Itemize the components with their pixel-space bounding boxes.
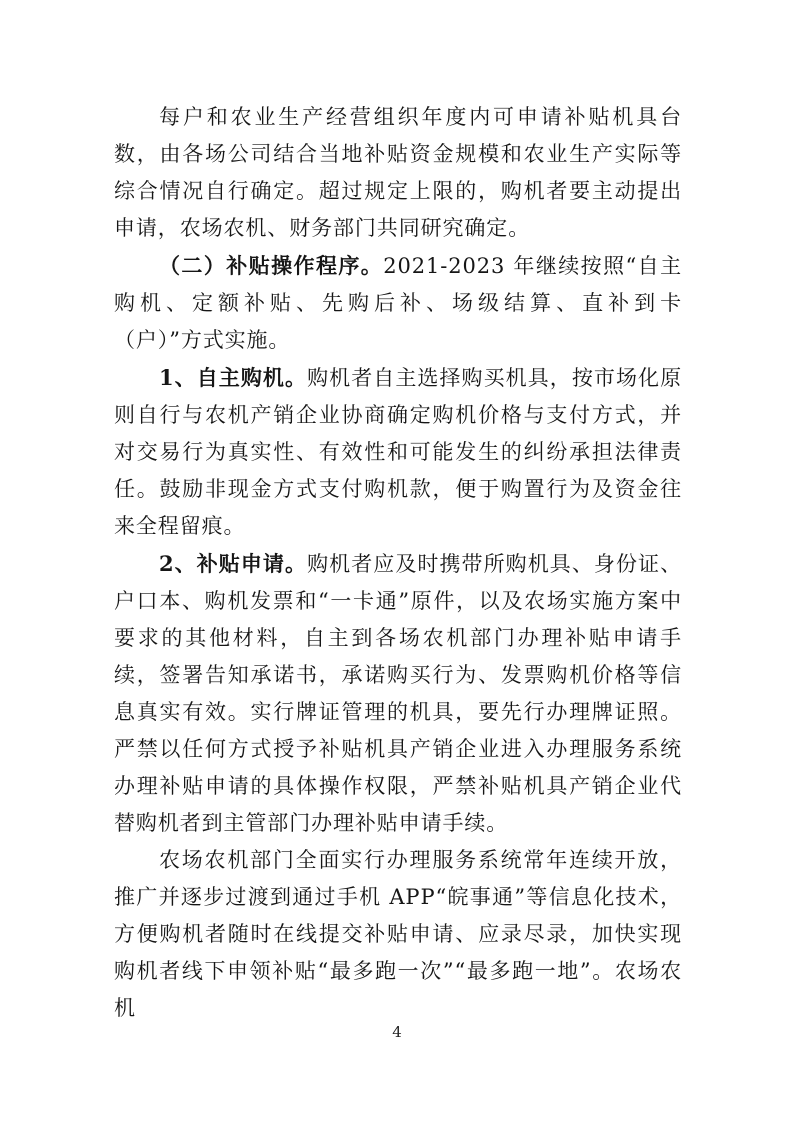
page-number: 4 [392, 1023, 402, 1041]
paragraph-subsidy-quantity [114, 99, 682, 247]
section-heading-run: 1、自主购机。 [159, 365, 308, 390]
text-run: 农场农机部门全面实行办理服务系统常年连续开放，推广并逐步过渡到通过手机 APP“皖事通”等信息化技术，方便购机者随时在线提交补贴申请、应录尽录，加快实现购机者线下申领补贴“最多跑一次”“最多跑一地”。农场农机 [114, 848, 682, 1020]
paragraph-subsidy-application [114, 545, 682, 842]
section-heading-run: 2、补贴申请。 [159, 551, 308, 576]
section-heading-run: （二）补贴操作程序。 [159, 253, 384, 278]
text-run: 购机者自主选择购买机具，按市场化原则自行与农机产销企业协商确定购机价格与支付方式，并对交易行为真实性、有效性和可能发生的纠纷承担法律责任。鼓励非现金方式支付购机款，便于购置行为及资金往来全程留痕。 [114, 366, 682, 538]
document-body [114, 99, 682, 1027]
paragraph-self-purchase [114, 359, 682, 545]
text-run: 购机者应及时携带所购机具、身份证、户口本、购机发票和“一卡通”原件，以及农场实施方案中要求的其他材料，自主到各场农机部门办理补贴申请手续，签署告知承诺书，承诺购买行为、发票购机价格等信息真实有效。实行牌证管理的机具，要先行办理牌证照。严禁以任何方式授予补贴机具产销企业进入办理服务系统办理补贴申请的具体操作权限，严禁补贴机具产销企业代替购机者到主管部门办理补贴申请手续。 [114, 552, 682, 835]
paragraph-service-system [114, 842, 682, 1027]
text-run: 2021-2023 年继续按照“自主购机、定额补贴、先购后补、场级结算、直补到卡（户）”方式实施。 [114, 254, 683, 352]
text-run: 每户和农业生产经营组织年度内可申请补贴机具台数，由各场公司结合当地补贴资金规模和农业生产实际等综合情况自行确定。超过规定上限的，购机者要主动提出申请，农场农机、财务部门共同研究确定。 [114, 105, 682, 240]
paragraph-subsidy-procedure [114, 247, 682, 359]
